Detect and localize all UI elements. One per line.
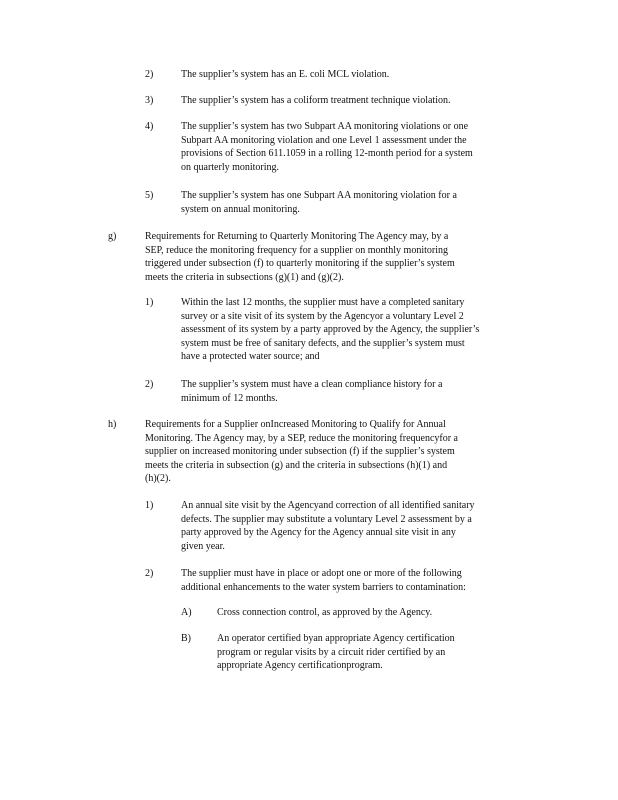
text-line: additional enhancements to the water system barriers to contamination: <box>181 581 466 593</box>
text-line: The supplier’s system has one Subpart AA monitoring violation for a <box>181 190 457 201</box>
item-text <box>181 378 497 405</box>
item-text <box>181 120 527 174</box>
text-line: The supplier must have in place or adopt one or more of the following <box>181 568 462 579</box>
text-line: triggered under subsection (f) to quarterly monitoring if the supplier’s system <box>145 258 455 270</box>
text-line: Within the last 12 months, the supplier must have a completed sanitary <box>181 297 465 308</box>
text-line: supplier on increased monitoring under subsection (f) if the supplier’s system <box>145 446 455 458</box>
text-line: system must be free of sanitary defects, and the supplier’s system must <box>181 337 465 349</box>
text-line: survey or a site visit of its system by the Agencyor a voluntary Level 2 <box>181 310 464 322</box>
item-label: A) <box>181 607 192 618</box>
text-line: appropriate Agency certificationprogram. <box>217 660 383 672</box>
item-label: 2) <box>145 69 154 80</box>
item-label: h) <box>108 419 117 430</box>
text-line: party approved by the Agency for the Agency annual site visit in any <box>181 527 456 539</box>
item-text <box>181 68 531 82</box>
text-line: An operator certified byan appropriate Agency certification <box>217 633 455 644</box>
text-line: Monitoring. The Agency may, by a SEP, reduce the monitoring frequencyfor a <box>145 432 458 444</box>
text-line: An annual site visit by the Agencyand correction of all identified sanitary <box>181 500 475 511</box>
text-line: SEP, reduce the monitoring frequency for a supplier on monthly monitoring <box>145 244 448 256</box>
text-line: The supplier’s system has two Subpart AA monitoring violations or one <box>181 121 469 132</box>
item-label: g) <box>108 231 117 242</box>
item-label: 2) <box>145 379 154 390</box>
item-text <box>145 418 523 486</box>
text-line: (h)(2). <box>145 473 171 485</box>
text-line: The supplier’s system has an E. coli MCL violation. <box>181 69 390 80</box>
text-line: Subpart AA monitoring violation and one Level 1 assessment under the <box>181 134 467 146</box>
text-line: The supplier’s system has a coliform treatment technique violation. <box>181 95 451 106</box>
item-label: 2) <box>145 568 154 579</box>
item-label: 1) <box>145 500 154 511</box>
text-line: defects. The supplier may substitute a voluntary Level 2 assessment by a <box>181 513 472 525</box>
item-text <box>181 567 513 594</box>
item-label: 1) <box>145 297 154 308</box>
text-line: Requirements for a Supplier onIncreased Monitoring to Qualify for Annual <box>145 419 446 430</box>
item-label: 4) <box>145 121 154 132</box>
text-line: assessment of its system by a party approved by the Agency, the supplier’s <box>181 324 480 336</box>
text-line: system on annual monitoring. <box>181 203 300 215</box>
text-line: The supplier’s system must have a clean compliance history for a <box>181 379 443 390</box>
text-line: program or regular visits by a circuit rider certified by an <box>217 646 446 658</box>
text-line: meets the criteria in subsections (g)(1) and (g)(2). <box>145 271 344 283</box>
text-line: meets the criteria in subsection (g) and the criteria in subsections (h)(1) and <box>145 459 448 471</box>
item-label: 3) <box>145 95 154 106</box>
text-line: have a protected water source; and <box>181 351 320 363</box>
text-line: minimum of 12 months. <box>181 392 278 404</box>
item-text <box>181 94 531 108</box>
item-text <box>181 296 535 364</box>
text-line: given year. <box>181 540 225 552</box>
item-label: B) <box>181 633 191 644</box>
item-text <box>217 606 477 620</box>
text-line: on quarterly monitoring. <box>181 161 280 173</box>
item-text <box>181 189 517 216</box>
item-text <box>217 632 494 673</box>
item-text <box>145 230 513 284</box>
text-line: Requirements for Returning to Quarterly Monitoring The Agency may, by a <box>145 231 449 242</box>
text-line: provisions of Section 611.1059 in a rolling 12-month period for a system <box>181 148 473 160</box>
item-label: 5) <box>145 190 154 201</box>
text-line: Cross connection control, as approved by the Agency. <box>217 607 433 618</box>
item-text <box>181 499 534 553</box>
